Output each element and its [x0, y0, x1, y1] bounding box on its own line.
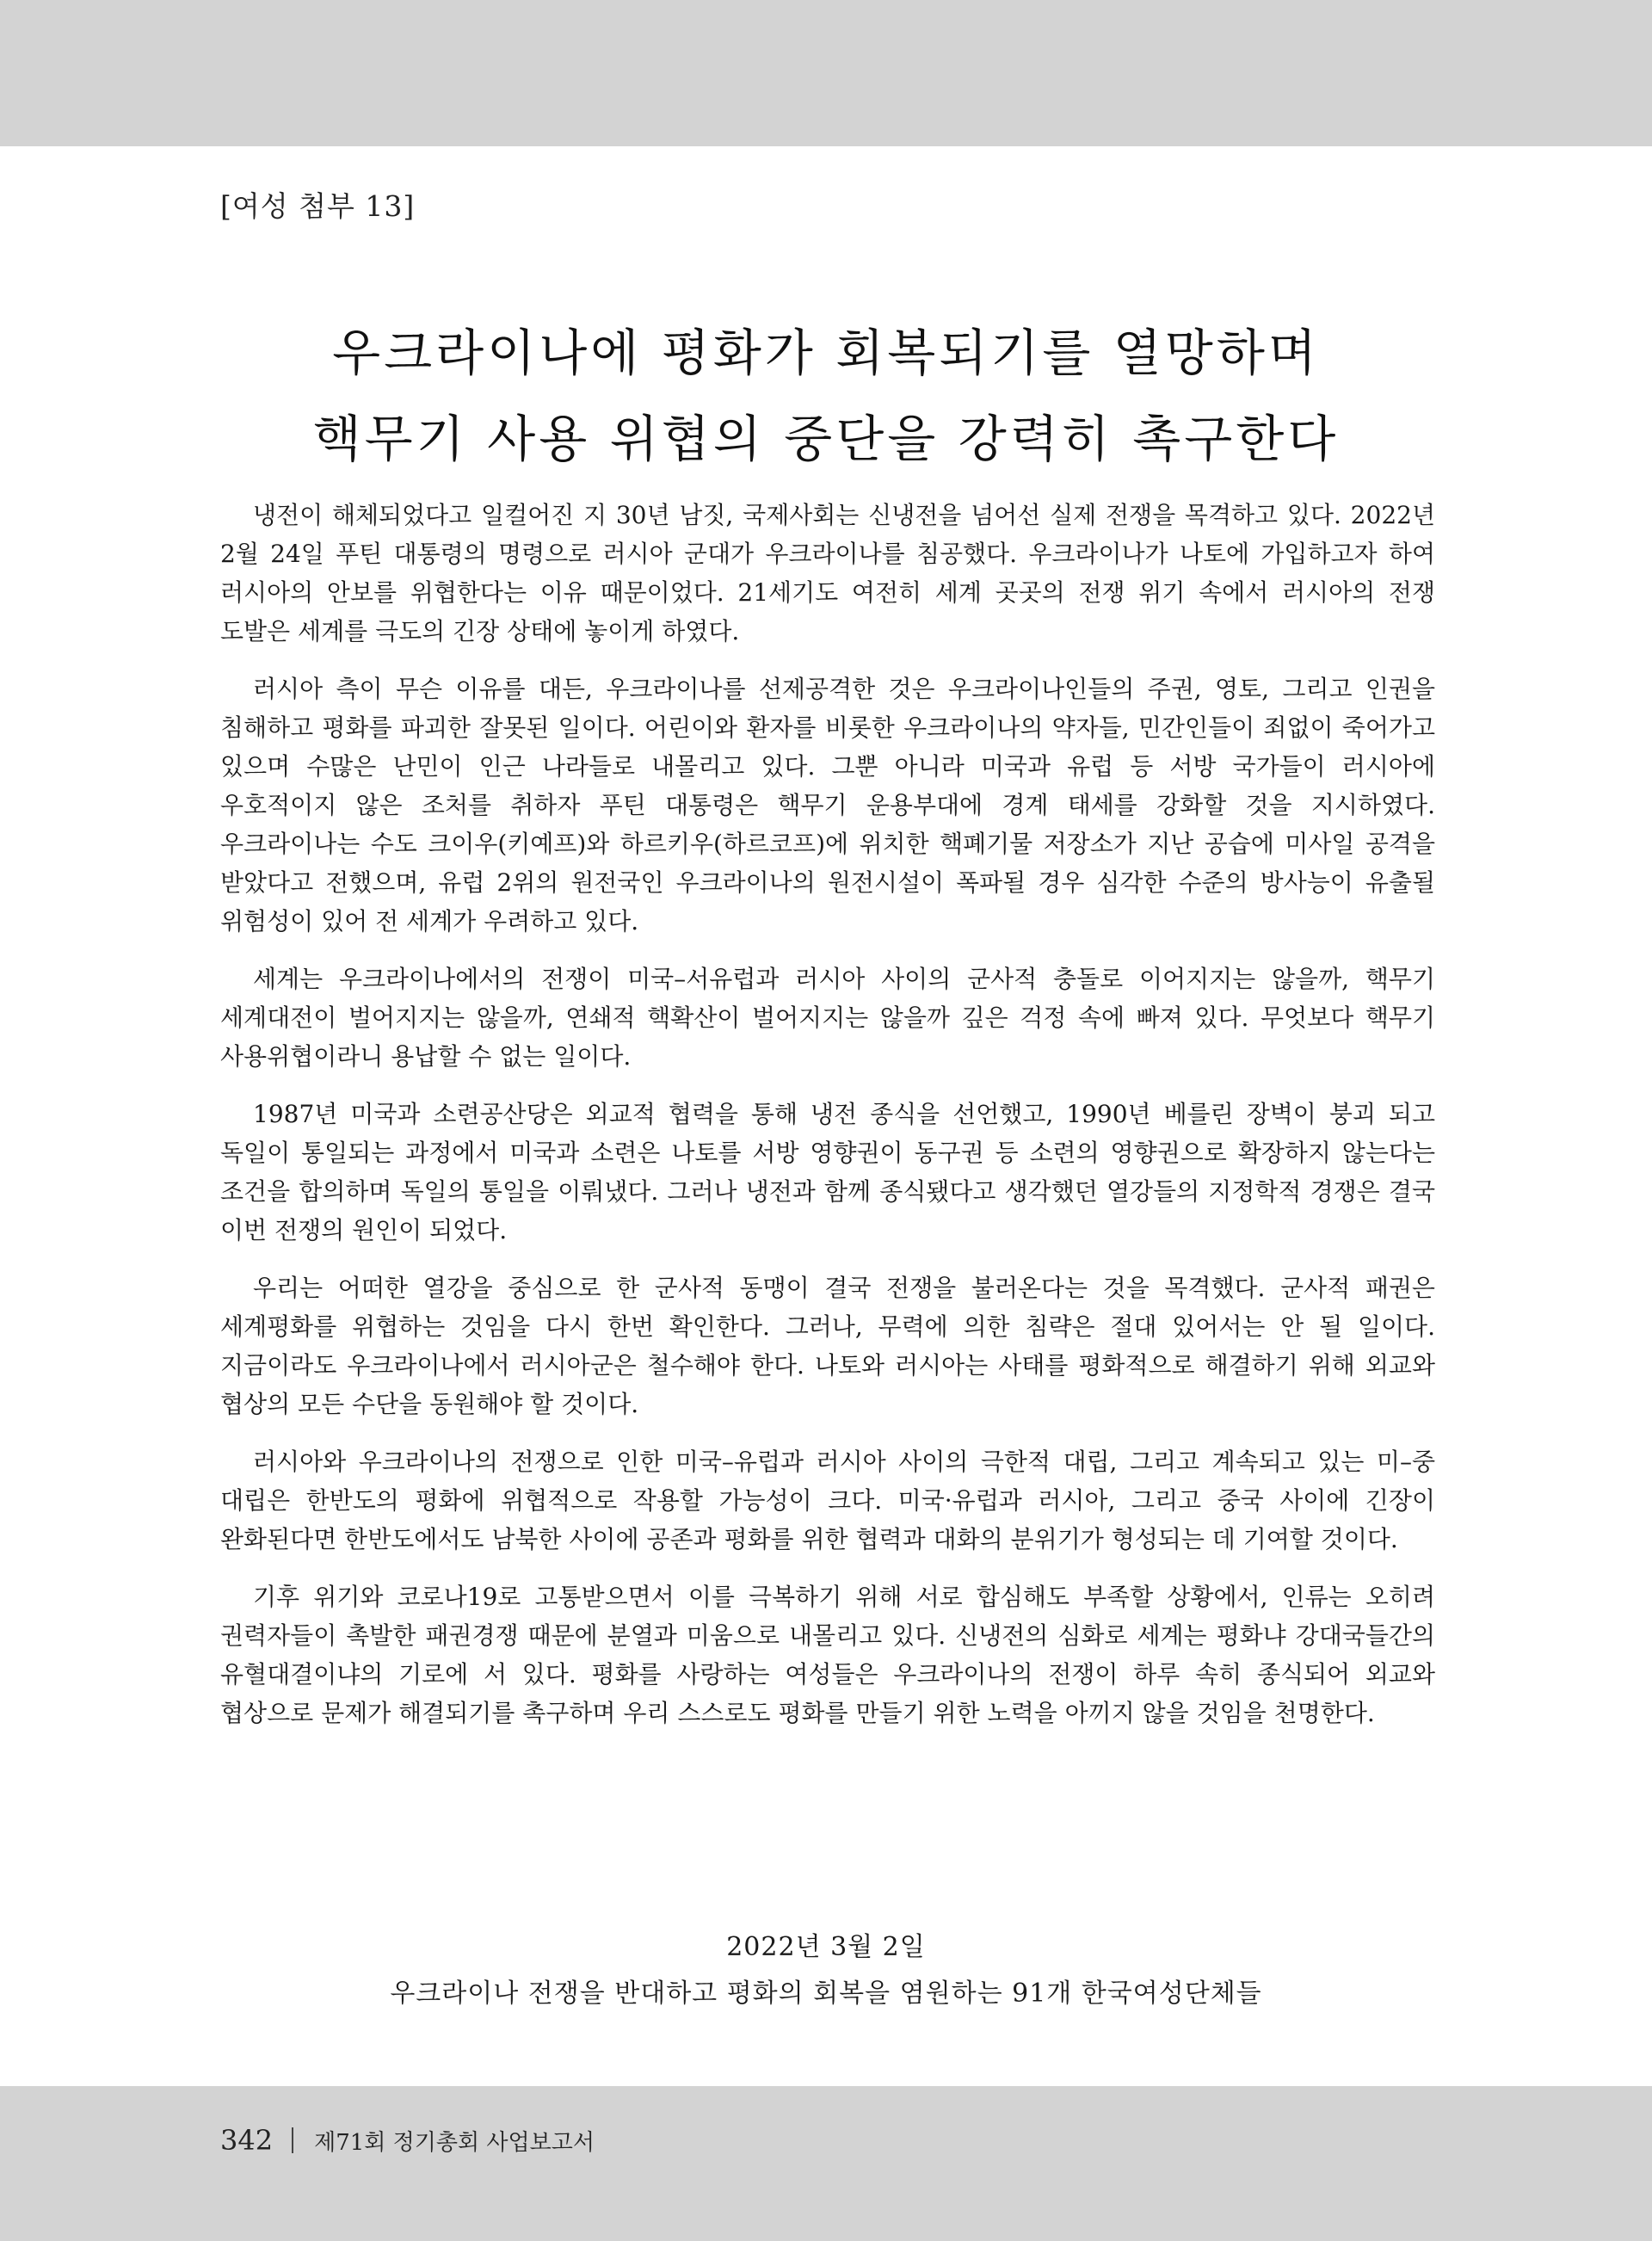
header-band — [0, 0, 1652, 146]
title-line-1: 우크라이나에 평화가 회복되기를 열망하며 — [332, 324, 1320, 382]
statement-date: 2022년 3월 2일 — [726, 1932, 926, 1962]
title-line-2: 핵무기 사용 위협의 중단을 강력히 촉구한다 — [312, 410, 1340, 468]
footer-divider — [292, 2127, 293, 2153]
paragraph: 세계는 우크라이나에서의 전쟁이 미국–서유럽과 러시아 사이의 군사적 충돌로 이어지지는 않을까, 핵무기 세계대전이 벌어지지는 않을까, 연쇄적 핵확산이 벌어지지는 않을까 깊은 걱정 속에 빠져 있다. 무엇보다 핵무기 사용위협이라니 용납할 수 없는 일이다. — [220, 965, 1435, 1071]
paragraph: 러시아 측이 무슨 이유를 대든, 우크라이나를 선제공격한 것은 우크라이나인들의 주권, 영토, 그리고 인권을 침해하고 평화를 파괴한 잘못된 일이다. 어린이와 환자를 비롯한 우크라이나의 약자들, 민간인들이 죄없이 죽어가고 있으며 수많은 난민이 인근 나라들로 내몰리고 있다. 그뿐 아니라 미국과 유럽 등 서방 국가들이 러시아에 우호적이지 않은 조처를 취하자 푸틴 대통령은 핵무기 운용부대에 경계 태세를 강화할 것을 지시하였다. 우크라이나는 수도 크이우(키예프)와 하르키우(하르코프)에 위치한 핵폐기물 저장소가 지난 공습에 미사일 공격을 받았다고 전했으며, 유럽 2위의 원전국인 우크라이나의 원전시설이 폭파될 경우 심각한 수준의 방사능이 유출될 위험성이 있어 전 세계가 우려하고 있다. — [220, 675, 1435, 935]
paragraph: 1987년 미국과 소련공산당은 외교적 협력을 통해 냉전 종식을 선언했고, 1990년 베를린 장벽이 붕괴 되고 독일이 통일되는 과정에서 미국과 소련은 나토를 서방 영향권이 동구권 등 소련의 영향권으로 확장하지 않는다는 조건을 합의하며 독일의 통일을 이뤄냈다. 그러나 냉전과 함께 종식됐다고 생각했던 열강들의 지정학적 경쟁은 결국 이번 전쟁의 원인이 되었다. — [220, 1100, 1435, 1244]
signatories: 우크라이나 전쟁을 반대하고 평화의 회복을 염원하는 91개 한국여성단체들 — [390, 1979, 1262, 2009]
footer-band — [0, 2086, 1652, 2241]
paragraph: 러시아와 우크라이나의 전쟁으로 인한 미국–유럽과 러시아 사이의 극한적 대립, 그리고 계속되고 있는 미–중 대립은 한반도의 평화에 위협적으로 작용할 가능성이 크다. 미국·유럽과 러시아, 그리고 중국 사이에 긴장이 완화된다면 한반도에서도 남북한 사이에 공존과 평화를 위한 협력과 대화의 분위기가 형성되는 데 기여할 것이다. — [220, 1448, 1435, 1553]
statement-body — [220, 496, 1435, 1751]
document-title — [0, 310, 1652, 482]
report-title: 제71회 정기총회 사업보고서 — [314, 2129, 595, 2156]
paragraph: 냉전이 해체되었다고 일컬어진 지 30년 남짓, 국제사회는 신냉전을 넘어선 실제 전쟁을 목격하고 있다. 2022년 2월 24일 푸틴 대통령의 명령으로 러시아 군대가 우크라이나를 침공했다. 우크라이나가 나토에 가입하고자 하여 러시아의 안보를 위협한다는 이유 때문이었다. 21세기도 여전히 세계 곳곳의 전쟁 위기 속에서 러시아의 전쟁 도발은 세계를 극도의 긴장 상태에 놓이게 하였다. — [220, 501, 1435, 645]
page-number: 342 — [220, 2124, 274, 2157]
paragraph: 우리는 어떠한 열강을 중심으로 한 군사적 동맹이 결국 전쟁을 불러온다는 것을 목격했다. 군사적 패권은 세계평화를 위협하는 것임을 다시 한번 확인한다. 그러나, 무력에 의한 침략은 절대 있어서는 안 될 일이다. 지금이라도 우크라이나에서 러시아군은 철수해야 한다. 나토와 러시아는 사태를 평화적으로 해결하기 위해 외교와 협상의 모든 수단을 동원해야 할 것이다. — [220, 1274, 1435, 1418]
signature-block — [0, 1924, 1652, 2017]
attachment-label: [여성 첨부 13] — [220, 189, 416, 223]
paragraph: 기후 위기와 코로나19로 고통받으면서 이를 극복하기 위해 서로 합심해도 부족할 상황에서, 인류는 오히려 권력자들이 촉발한 패권경쟁 때문에 분열과 미움으로 내몰리고 있다. 신냉전의 심화로 세계는 평화냐 강대국들간의 유혈대결이냐의 기로에 서 있다. 평화를 사랑하는 여성들은 우크라이나의 전쟁이 하루 속히 종식되어 외교와 협상으로 문제가 해결되기를 촉구하며 우리 스스로도 평화를 만들기 위한 노력을 아끼지 않을 것임을 천명한다. — [220, 1583, 1435, 1727]
page-footer — [220, 2124, 595, 2157]
